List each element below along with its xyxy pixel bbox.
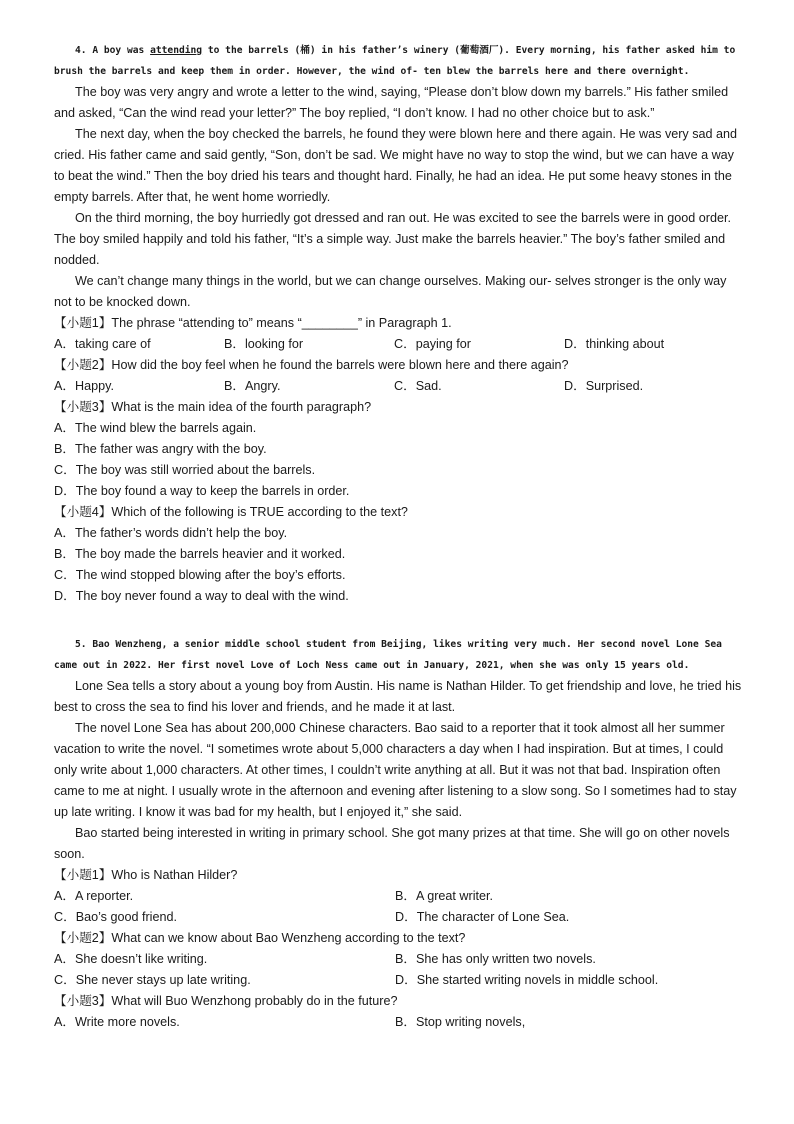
option-b[interactable]: B．Stop writing novels, [395, 1015, 526, 1029]
passage4-paragraph: The next day, when the boy checked the barrels, he found they were blown here and there again. He was very sad and cried. His father came and said gently, “Son, don’t be sad. We might have no way to stop the wind, but we can have a way to beat the wind.” Then the boy dried his tears and thought hard. Finally, he had an idea. He put some heavy stones in the empty barrels. After that, he went home worriedly. [54, 127, 738, 204]
passage5-paragraph: The novel Lone Sea has about 200,000 Chinese characters. Bao said to a reporter that it took almost all her summer vacation to write the novel. “I sometimes wrote about 5,000 characters a day when I had inspiration. But at times, I could only write about 1,000 characters. At other times, I couldn’t write anything at all. But it was not that bad. Inspiration often came to me at night. I usually wrote in the afternoon and evening after listening to a slow song. So I sometimes had to stay up late writing. I know it was bad for my health, but I enjoyed it,” she said. [54, 721, 737, 819]
question-stem: 【小题3】What is the main idea of the fourth paragraph? [54, 400, 372, 414]
underlined-word: attending [150, 45, 203, 56]
option-d[interactable]: D．The boy never found a way to deal with the wind. [54, 589, 349, 603]
passage4-paragraph: On the third morning, the boy hurriedly got dressed and ran out. He was excited to see the barrels were in good order. The boy smiled happily and told his father, “It’s a simple way. Just make the barrels heavier.” The boy’s father smiled and nodded. [54, 211, 731, 267]
option-a[interactable]: A．The father’s words didn’t help the boy. [54, 526, 288, 540]
option-b[interactable]: B．The boy made the barrels heavier and it worked. [54, 547, 346, 561]
option-a[interactable]: A．taking care of [54, 337, 151, 351]
option-b[interactable]: B．Angry. [224, 379, 281, 393]
section-gap [54, 607, 744, 634]
passage4-paragraph: The boy was very angry and wrote a letter to the wind, saying, “Please don’t blow down my barrels.” His father smiled and asked, “Can the wind read your letter?” The boy replied, “I don’t know. I had no other choice but to ask.” [54, 85, 729, 120]
passage4-intro-text-rest: to the barrels (桶) in his father’s winery (葡萄酒厂). Every morning, his father asked him to brush the barrels and keep them in order. However, the wind of- ten blew the barrels here and there overnight. [54, 45, 736, 77]
question-stem: 【小题2】What can we know about Bao Wenzheng according to the text? [54, 931, 466, 945]
options-row [54, 334, 744, 355]
question-stem: 【小题4】Which of the following is TRUE according to the text? [54, 505, 408, 519]
option-c[interactable]: C．The boy was still worried about the barrels. [54, 463, 316, 477]
option-d[interactable]: D．Surprised. [564, 379, 644, 393]
option-c[interactable]: C．The wind stopped blowing after the boy’s efforts. [54, 568, 346, 582]
options-row [54, 970, 744, 991]
question-stem: 【小题1】Who is Nathan Hilder? [54, 868, 238, 882]
options-row [54, 376, 744, 397]
question-stem: 【小题3】What will Buo Wenzhong probably do in the future? [54, 994, 398, 1008]
option-b[interactable]: B．A great writer. [395, 889, 493, 903]
document-page [54, 40, 744, 1033]
question-stem: 【小题1】The phrase “attending to” means “________” in Paragraph 1. [54, 316, 452, 330]
option-c[interactable]: C．Sad. [394, 379, 442, 393]
passage5-paragraph: Bao started being interested in writing in primary school. She got many prizes at that time. She will go on other novels soon. [54, 826, 730, 861]
options-row [54, 949, 744, 970]
option-b[interactable]: B．looking for [224, 337, 304, 351]
passage5-paragraph: Lone Sea tells a story about a young boy from Austin. His name is Nathan Hilder. To get friendship and love, he tried his best to cross the sea to find his lover and friends, and he made it at last. [54, 679, 742, 714]
options-row [54, 886, 744, 907]
options-row [54, 1012, 744, 1033]
option-d[interactable]: D．The boy found a way to keep the barrels in order. [54, 484, 350, 498]
option-c[interactable]: C．She never stays up late writing. [54, 973, 251, 987]
passage4-intro [54, 40, 744, 82]
option-c[interactable]: C．paying for [394, 337, 471, 351]
option-a[interactable]: A．Happy. [54, 379, 114, 393]
option-c[interactable]: C．Bao’s good friend. [54, 910, 177, 924]
option-d[interactable]: D．She started writing novels in middle school. [395, 973, 659, 987]
passage4-intro-text: 4. A boy was [75, 45, 151, 56]
question-stem: 【小题2】How did the boy feel when he found the barrels were blown here and there again? [54, 358, 569, 372]
option-a[interactable]: A．She doesn’t like writing. [54, 952, 208, 966]
passage4-paragraph: We can’t change many things in the world, but we can change ourselves. Making our- selves stronger is the only way not to be knocked down. [54, 274, 727, 309]
option-a[interactable]: A．The wind blew the barrels again. [54, 421, 257, 435]
option-d[interactable]: D．The character of Lone Sea. [395, 910, 570, 924]
option-d[interactable]: D．thinking about [564, 337, 665, 351]
option-a[interactable]: A．A reporter. [54, 889, 134, 903]
passage5-intro: 5. Bao Wenzheng, a senior middle school student from Beijing, likes writing very much. Her second novel Lone Sea came out in 2022. Her first novel Love of Loch Ness came out in January, 2021, when she was only 15 years old. [54, 639, 722, 671]
option-b[interactable]: B．She has only written two novels. [395, 952, 596, 966]
option-b[interactable]: B．The father was angry with the boy. [54, 442, 267, 456]
option-a[interactable]: A．Write more novels. [54, 1015, 180, 1029]
options-row [54, 907, 744, 928]
